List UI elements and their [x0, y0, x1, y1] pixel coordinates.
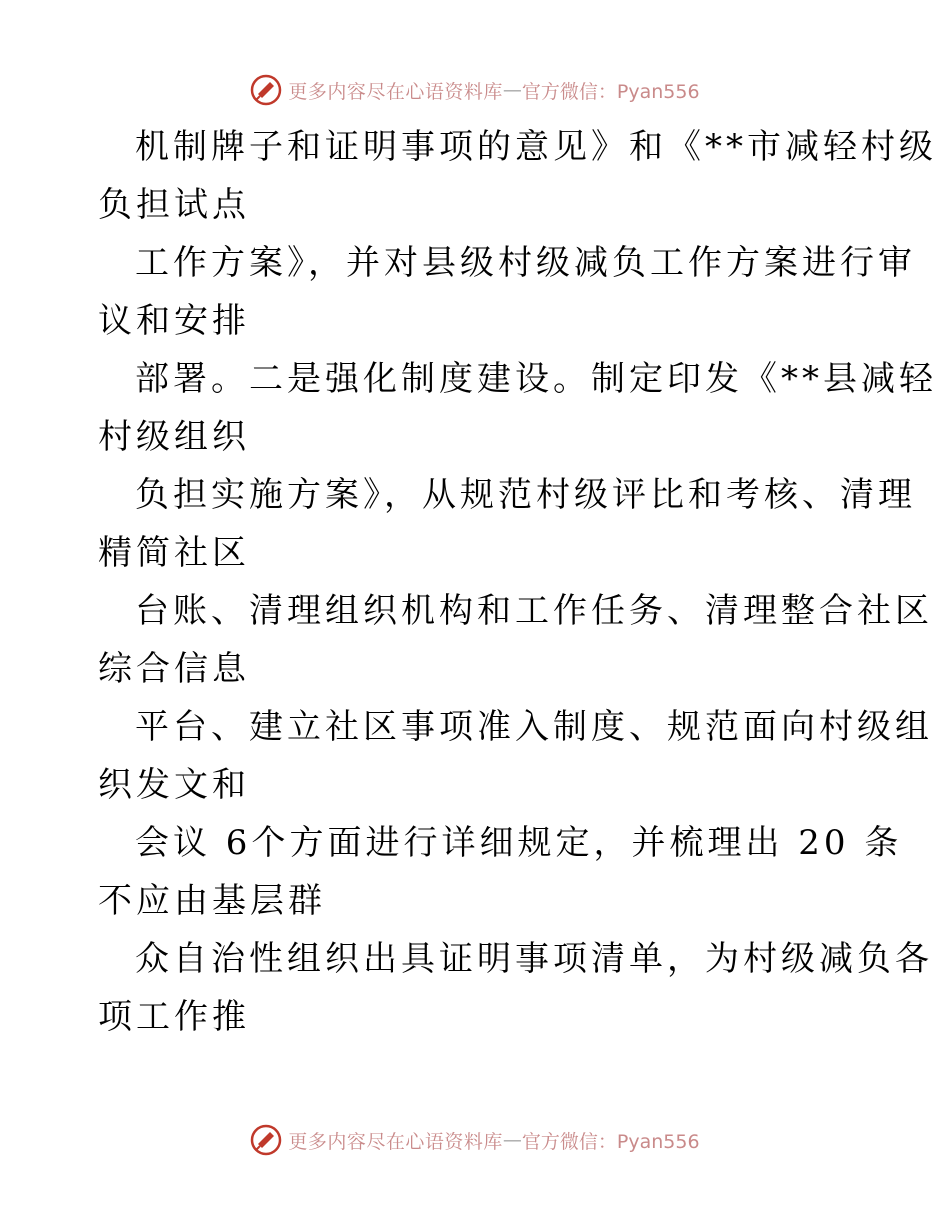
watermark-separator: — — [502, 79, 522, 101]
watermark-contact-text: 官方微信：Pyan556 — [521, 1130, 700, 1153]
body-line: 村级组织 — [98, 417, 250, 457]
body-line: 众自治性组织出具证明事项清单，为村级减负各 — [135, 939, 933, 979]
red-book-pen-logo-icon — [250, 74, 282, 106]
body-line: 会议 6个方面进行详细规定，并梳理出 20 条 — [135, 823, 903, 863]
footer-watermark — [0, 1122, 950, 1158]
body-line: 机制牌子和证明事项的意见》和《**市减轻村级 — [135, 127, 937, 167]
watermark-brand-text: 更多内容尽在心语资料库 — [288, 1130, 503, 1153]
body-line: 台账、清理组织机构和工作任务、清理整合社区 — [135, 591, 933, 631]
body-line: 织发文和 — [98, 765, 250, 805]
body-line: 工作方案》，并对县级村级减负工作方案进行审 — [135, 243, 916, 283]
body-line: 精简社区 — [98, 533, 250, 573]
header-watermark — [0, 72, 950, 108]
watermark-separator: — — [502, 1129, 522, 1151]
watermark-contact-text: 官方微信：Pyan556 — [521, 80, 700, 103]
body-line: 部署。二是强化制度建设。制定印发《**县减轻 — [135, 359, 937, 399]
body-line: 负担实施方案》，从规范村级评比和考核、清理 — [135, 475, 916, 515]
red-book-pen-logo-icon — [250, 1124, 282, 1156]
body-line: 议和安排 — [98, 301, 250, 341]
body-line: 综合信息 — [98, 649, 250, 689]
body-line: 不应由基层群 — [98, 881, 326, 921]
body-line: 项工作推 — [98, 997, 250, 1037]
watermark-brand-text: 更多内容尽在心语资料库 — [288, 80, 503, 103]
document-body — [98, 118, 937, 1046]
body-line: 平台、建立社区事项准入制度、规范面向村级组 — [135, 707, 933, 747]
body-line: 负担试点 — [98, 185, 250, 225]
